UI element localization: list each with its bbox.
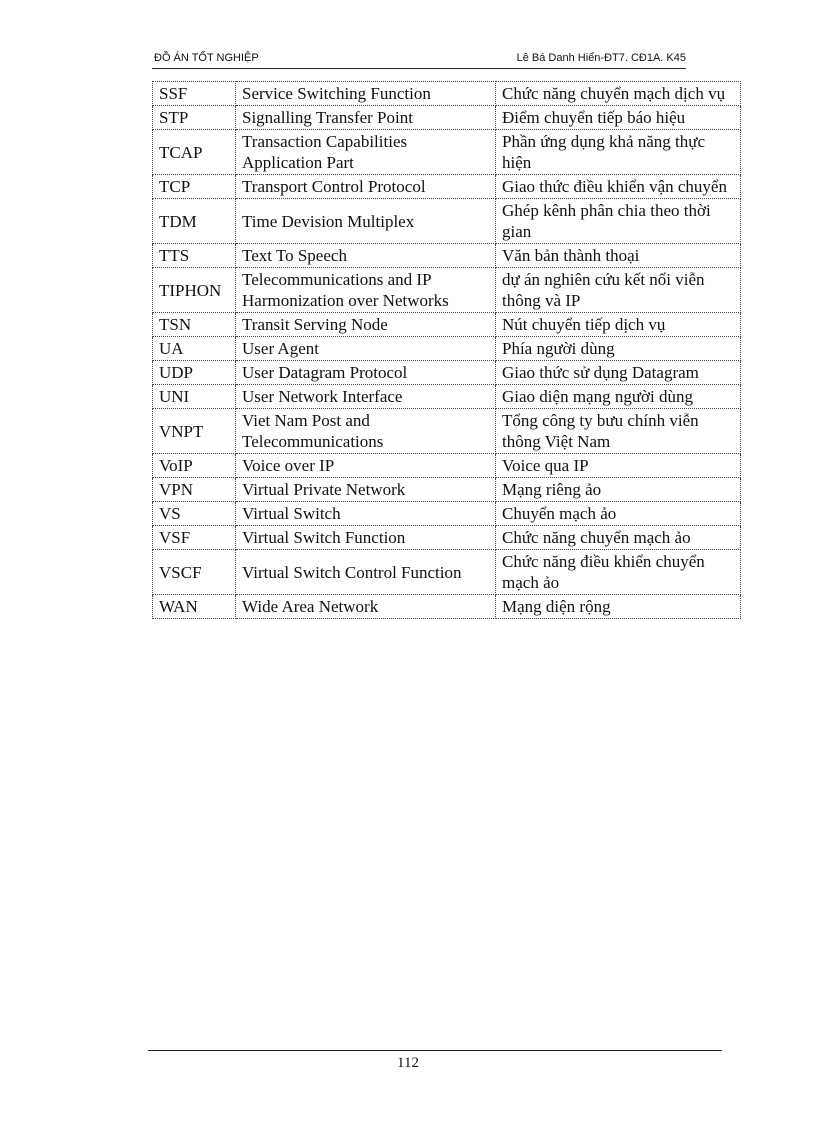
table-row [153, 550, 741, 595]
english-term-cell: Viet Nam Post and Telecommunications [236, 409, 496, 454]
english-term-cell: Transaction Capabilities Application Part [236, 130, 496, 175]
abbreviation-table [152, 81, 741, 619]
vietnamese-term-cell: Ghép kênh phân chia theo thời gian [496, 199, 741, 244]
abbreviation-cell: STP [153, 106, 236, 130]
vietnamese-term-cell: Chuyển mạch ảo [496, 502, 741, 526]
vietnamese-term-cell: Điểm chuyển tiếp báo hiệu [496, 106, 741, 130]
vietnamese-term-cell: Voice qua IP [496, 454, 741, 478]
vietnamese-term-cell: Giao diện mạng người dùng [496, 385, 741, 409]
header-title: ĐỒ ÁN TỐT NGHIỆP [154, 52, 259, 64]
english-term-cell: Virtual Private Network [236, 478, 496, 502]
vietnamese-term-cell: Chức năng chuyển mạch dịch vụ [496, 82, 741, 106]
table-row [153, 199, 741, 244]
vietnamese-term-cell: Mạng riêng ảo [496, 478, 741, 502]
english-term-cell: Virtual Switch [236, 502, 496, 526]
abbreviation-cell: TCP [153, 175, 236, 199]
abbreviation-cell: UA [153, 337, 236, 361]
english-term-cell: Signalling Transfer Point [236, 106, 496, 130]
english-term-cell: Virtual Switch Function [236, 526, 496, 550]
english-term-cell: Transport Control Protocol [236, 175, 496, 199]
abbreviation-cell: UNI [153, 385, 236, 409]
english-term-cell: Transit Serving Node [236, 313, 496, 337]
english-term-cell: Time Devision Multiplex [236, 199, 496, 244]
abbreviation-cell: VSF [153, 526, 236, 550]
abbreviation-cell: TTS [153, 244, 236, 268]
english-term-cell: User Agent [236, 337, 496, 361]
english-term-cell: Voice over IP [236, 454, 496, 478]
table-row [153, 409, 741, 454]
vietnamese-term-cell: Giao thức điều khiển vận chuyển [496, 175, 741, 199]
abbreviation-cell: VS [153, 502, 236, 526]
english-term-cell: User Network Interface [236, 385, 496, 409]
table-row [153, 175, 741, 199]
table-row [153, 502, 741, 526]
abbreviation-cell: TIPHON [153, 268, 236, 313]
english-term-cell: Text To Speech [236, 244, 496, 268]
page-header [152, 52, 686, 69]
footer-divider [148, 1050, 722, 1051]
page-number: 112 [397, 1055, 419, 1071]
table-row [153, 82, 741, 106]
abbreviation-cell: VPN [153, 478, 236, 502]
english-term-cell: Virtual Switch Control Function [236, 550, 496, 595]
vietnamese-term-cell: Văn bản thành thoại [496, 244, 741, 268]
table-row [153, 313, 741, 337]
vietnamese-term-cell: Nút chuyển tiếp dịch vụ [496, 313, 741, 337]
english-term-cell: Wide Area Network [236, 595, 496, 619]
table-row [153, 595, 741, 619]
abbreviation-cell: VNPT [153, 409, 236, 454]
vietnamese-term-cell: Tổng công ty bưu chính viễn thông Việt Nam [496, 409, 741, 454]
vietnamese-term-cell: Phía người dùng [496, 337, 741, 361]
abbreviation-cell: VSCF [153, 550, 236, 595]
table-row [153, 244, 741, 268]
header-author: Lê Bá Danh Hiển-ĐT7. CĐ1A. K45 [516, 52, 686, 64]
english-term-cell: User Datagram Protocol [236, 361, 496, 385]
table-row [153, 526, 741, 550]
table-row [153, 106, 741, 130]
abbreviation-cell: SSF [153, 82, 236, 106]
abbreviation-cell: WAN [153, 595, 236, 619]
abbreviation-table-body [153, 82, 741, 619]
table-row [153, 130, 741, 175]
abbreviation-cell: VoIP [153, 454, 236, 478]
table-row [153, 361, 741, 385]
table-row [153, 478, 741, 502]
abbreviation-cell: TCAP [153, 130, 236, 175]
vietnamese-term-cell: Chức năng điều khiển chuyển mạch ảo [496, 550, 741, 595]
abbreviation-cell: TSN [153, 313, 236, 337]
vietnamese-term-cell: Mạng diện rộng [496, 595, 741, 619]
abbreviation-cell: TDM [153, 199, 236, 244]
abbreviation-cell: UDP [153, 361, 236, 385]
table-row [153, 337, 741, 361]
table-row [153, 454, 741, 478]
vietnamese-term-cell: Phần ứng dụng khả năng thực hiện [496, 130, 741, 175]
vietnamese-term-cell: Chức năng chuyển mạch ảo [496, 526, 741, 550]
vietnamese-term-cell: dự án nghiên cứu kết nối viễn thông và IP [496, 268, 741, 313]
english-term-cell: Telecommunications and IP Harmonization over Networks [236, 268, 496, 313]
vietnamese-term-cell: Giao thức sử dụng Datagram [496, 361, 741, 385]
table-row [153, 268, 741, 313]
table-row [153, 385, 741, 409]
english-term-cell: Service Switching Function [236, 82, 496, 106]
